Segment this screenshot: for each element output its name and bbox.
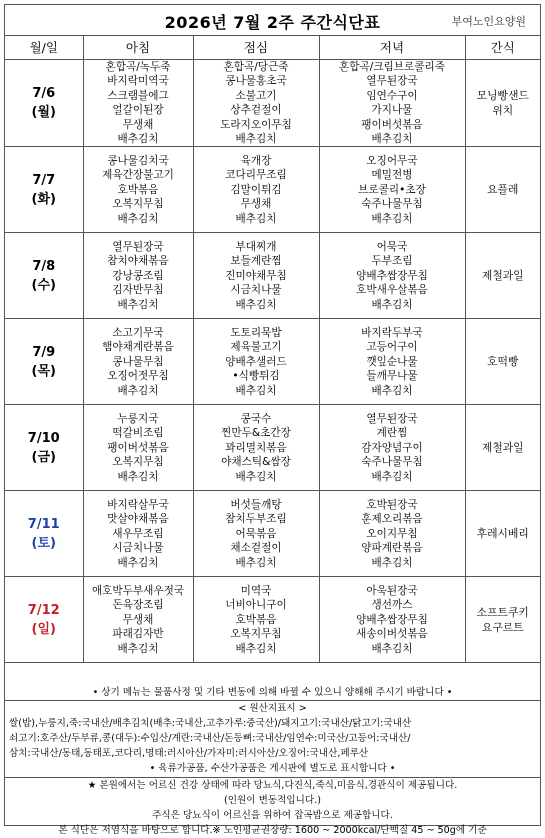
breakfast-cell xyxy=(83,577,193,663)
dish-item: 배추김치 xyxy=(371,556,413,569)
dish-item: 배추김치 xyxy=(117,133,159,146)
snack-cell xyxy=(465,60,540,147)
notes-section xyxy=(5,685,540,836)
day-cell xyxy=(5,60,83,147)
origin-line: 쌀(밥),누룽지,죽:국내산/배추김치(배추:국내산,고추가루:중국산)/돼지고기:국내산/닭고기:국내산 xyxy=(9,718,412,730)
snack-item: 제철과일 xyxy=(481,269,524,283)
dish-item: 오복지무침 xyxy=(112,198,164,211)
dish-item: 김말이튀김 xyxy=(230,183,282,196)
dish-item: 제육간장불고기 xyxy=(102,169,174,182)
dish-item: 배추김치 xyxy=(117,212,159,225)
title-row xyxy=(5,5,540,36)
dish-item: 오복지무침 xyxy=(112,456,164,469)
dish-item: 콩국수 xyxy=(240,412,272,425)
dish-item: 시금치나물 xyxy=(230,284,282,297)
origin-line: 삼치:국내산/동태,동태포,코다리,명태:러시아산/가자미:러시아산/오징어:국내산,페루산 xyxy=(9,748,369,760)
dish-item: 배추김치 xyxy=(235,133,277,146)
diet-line: 본 식단은 저염식을 바탕으로 합니다.※ 노인평균권장량: 1600 ~ 2000kcal/단백질 45 ~ 50g에 기준 xyxy=(58,824,487,836)
dinner-cell xyxy=(319,577,465,663)
day-date: 7/6 xyxy=(32,86,56,102)
column-header-lunch: 점심 xyxy=(193,35,319,60)
dinner-cell xyxy=(319,147,465,233)
lunch-cell xyxy=(193,319,319,405)
day-weekday: (월) xyxy=(31,105,56,121)
menu-page xyxy=(4,4,541,836)
lunch-cell xyxy=(193,491,319,577)
snack-cell xyxy=(465,233,540,319)
dish-item: 들깨무나물 xyxy=(366,370,418,383)
dish-item: 열무된장국 xyxy=(112,240,164,253)
dish-item: 배추김치 xyxy=(235,298,277,311)
dish-item: 배추김치 xyxy=(117,384,159,397)
day-row xyxy=(5,577,540,663)
column-header-breakfast: 아침 xyxy=(83,35,193,60)
dish-item: 콩나물무침 xyxy=(112,355,164,368)
dish-item: 무생채 xyxy=(122,613,154,626)
dish-item: 진미야채무침 xyxy=(225,269,287,282)
dish-item: 콩나물홍초국 xyxy=(225,75,287,88)
dish-item: 오이지무침 xyxy=(366,527,418,540)
column-header-date: 월/일 xyxy=(5,35,83,60)
dish-item: 소불고기 xyxy=(235,89,277,102)
dish-item: 스크램블에그 xyxy=(107,89,169,102)
dish-item: 바지락미역국 xyxy=(107,75,169,88)
dish-item: 배추김치 xyxy=(235,470,277,483)
dish-item: 너비아니구이 xyxy=(225,599,287,612)
dish-item: 배추김치 xyxy=(235,642,277,655)
dish-item: 누룽지국 xyxy=(117,412,159,425)
breakfast-cell xyxy=(83,491,193,577)
dish-item: 배추김치 xyxy=(235,212,277,225)
dish-item: 가지나물 xyxy=(371,104,413,117)
day-row xyxy=(5,319,540,405)
dish-item: 바지락살무국 xyxy=(107,498,169,511)
dish-item: 파래김자반 xyxy=(112,628,164,641)
dinner-cell xyxy=(319,319,465,405)
dish-item: 혼합곡/녹두죽 xyxy=(105,61,171,73)
snack-item: 위치 xyxy=(492,104,514,118)
weekly-menu-table xyxy=(5,35,540,663)
snack-item: 모닝빵샌드 xyxy=(476,89,529,103)
day-date: 7/7 xyxy=(32,172,56,188)
dish-item: 생선까스 xyxy=(371,599,413,612)
dish-item: 애호박두부새우젓국 xyxy=(91,584,185,597)
snack-cell xyxy=(465,577,540,663)
dish-item: 메밀전병 xyxy=(371,169,413,182)
day-weekday: (화) xyxy=(31,191,56,207)
dish-item: 부대찌개 xyxy=(235,240,277,253)
day-date: 7/12 xyxy=(27,602,60,618)
dish-item: 배추김치 xyxy=(371,470,413,483)
menu-body xyxy=(5,60,540,663)
lunch-cell xyxy=(193,233,319,319)
snack-cell xyxy=(465,491,540,577)
dish-item: 양배추쌈장무침 xyxy=(356,269,428,282)
dish-item: 열무된장국 xyxy=(366,75,418,88)
snack-item: 요플레 xyxy=(487,183,519,197)
dish-item: 떡갈비조림 xyxy=(112,427,164,440)
dish-item: 채소겉절이 xyxy=(230,542,282,555)
dish-item: 열무된장국 xyxy=(366,412,418,425)
dish-item: •식빵튀김 xyxy=(232,370,280,383)
day-date: 7/10 xyxy=(27,430,60,446)
dish-item: 시금치나물 xyxy=(112,542,164,555)
dish-item: 두부조림 xyxy=(371,255,413,268)
day-cell xyxy=(5,577,83,663)
dish-item: 콩나물김치국 xyxy=(107,154,169,167)
dish-item: 어묵국 xyxy=(376,240,408,253)
dish-item: 버섯들깨탕 xyxy=(230,498,282,511)
dish-item: 바지락두부국 xyxy=(361,326,423,339)
dish-item: 임연수구이 xyxy=(366,89,418,102)
dish-item: 혼합곡/크림브로콜리죽 xyxy=(339,61,445,73)
dish-item: 숙주나물무침 xyxy=(361,198,423,211)
day-weekday: (목) xyxy=(31,363,56,379)
day-weekday: (수) xyxy=(31,277,56,293)
dish-item: 상추겉절이 xyxy=(230,104,282,117)
breakfast-cell xyxy=(83,233,193,319)
column-header-snack: 간식 xyxy=(465,35,540,60)
column-header-dinner: 저녁 xyxy=(319,35,465,60)
dish-item: 도라지오이무침 xyxy=(220,118,292,131)
snack-item: 후레시베리 xyxy=(476,527,529,541)
diet-line: ★ 본원에서는 어르신 건강 상태에 따라 당뇨식,다진식,죽식,미음식,경관식이 제공됩니다. xyxy=(5,777,540,793)
dish-item: 호박새우살볶음 xyxy=(356,284,428,297)
dinner-cell xyxy=(319,233,465,319)
day-date: 7/9 xyxy=(32,344,56,360)
dish-item: 배추김치 xyxy=(117,642,159,655)
facility-name: 부여노인요양원 xyxy=(451,15,526,28)
diet-line: (인원이 변동적입니다.) xyxy=(224,794,321,806)
dish-item: 아욱된장국 xyxy=(366,584,418,597)
dish-item: 양배추샐러드 xyxy=(225,355,287,368)
dish-item: 배추김치 xyxy=(117,556,159,569)
snack-cell xyxy=(465,147,540,233)
day-row xyxy=(5,60,540,147)
lunch-cell xyxy=(193,405,319,491)
origin-line: 쇠고기:호주산/두부류,콩(대두):수입산/계란:국내산/돈등뼈:국내산/임연수:미국산/고등어:국내산/ xyxy=(9,733,411,745)
dish-item: 소고기무국 xyxy=(112,326,164,339)
dish-item: 도토리묵밥 xyxy=(230,326,282,339)
dish-item: 배추김치 xyxy=(371,212,413,225)
dinner-cell xyxy=(319,491,465,577)
dinner-cell xyxy=(319,405,465,491)
dish-item: 배추김치 xyxy=(371,384,413,397)
dish-item: 육개장 xyxy=(240,154,272,167)
day-date: 7/11 xyxy=(27,516,60,532)
breakfast-cell xyxy=(83,319,193,405)
day-cell xyxy=(5,147,83,233)
dish-item: 맛살야채볶음 xyxy=(107,513,169,526)
dish-item: 무생채 xyxy=(240,198,272,211)
dish-item: 깻잎순나물 xyxy=(366,355,418,368)
dish-item: 미역국 xyxy=(240,584,272,597)
dish-item: 배추김치 xyxy=(117,470,159,483)
page-title: 2026년 7월 2주 주간식단표 xyxy=(164,13,381,32)
dish-item: 새송이버섯볶음 xyxy=(356,628,428,641)
dish-item: 양파계란볶음 xyxy=(361,542,423,555)
dish-item: 호박볶음 xyxy=(117,183,159,196)
breakfast-cell xyxy=(83,405,193,491)
day-cell xyxy=(5,319,83,405)
dish-item: 배추김치 xyxy=(117,298,159,311)
dish-item: 찐만두&초간장 xyxy=(221,427,291,440)
dish-item: 강낭콩조림 xyxy=(112,269,164,282)
dish-item: 팽이버섯볶음 xyxy=(361,118,423,131)
lunch-cell xyxy=(193,60,319,147)
dish-item: 배추김치 xyxy=(235,556,277,569)
snack-item: 소프트쿠키 xyxy=(476,605,529,619)
day-row xyxy=(5,491,540,577)
diet-line: 주식은 당뇨식이 어르신을 위하여 잡곡밥으로 제공합니다. xyxy=(152,809,393,821)
dish-item: 코다리무조림 xyxy=(225,169,287,182)
dish-item: 감자양념구이 xyxy=(361,441,423,454)
snack-item: 요구르트 xyxy=(481,620,524,634)
dish-item: 팽이버섯볶음 xyxy=(107,441,169,454)
day-cell xyxy=(5,405,83,491)
dish-item: 고등어구이 xyxy=(366,341,418,354)
dish-item: 혼합곡/당근죽 xyxy=(223,61,289,73)
dish-item: 참치두부조림 xyxy=(225,513,287,526)
day-weekday: (일) xyxy=(31,621,56,637)
dish-item: 보들계란찜 xyxy=(230,255,282,268)
dish-item: 어묵볶음 xyxy=(235,527,277,540)
snack-cell xyxy=(465,319,540,405)
day-weekday: (토) xyxy=(31,535,56,551)
day-cell xyxy=(5,233,83,319)
dish-item: 배추김치 xyxy=(371,642,413,655)
dish-item: 김자반무침 xyxy=(112,284,164,297)
change-notice: • 상기 메뉴는 물품사정 및 기타 변동에 의해 바뀔 수 있으니 양해해 주시기 바랍니다 • xyxy=(92,687,453,698)
dish-item: 숙주나물무침 xyxy=(361,456,423,469)
dish-item: 양배추쌈장무침 xyxy=(356,613,428,626)
dinner-cell xyxy=(319,60,465,147)
day-row xyxy=(5,405,540,491)
day-row xyxy=(5,233,540,319)
dish-item: 오징어무국 xyxy=(366,154,418,167)
dish-item: 돈육장조림 xyxy=(112,599,164,612)
snack-item: 제철과일 xyxy=(481,441,524,455)
dish-item: 무생채 xyxy=(122,118,154,131)
dish-item: 계란찜 xyxy=(376,427,408,440)
dish-item: 배추김치 xyxy=(371,133,413,146)
dish-item: 새우무조림 xyxy=(112,527,164,540)
dish-item: 배추김치 xyxy=(235,384,277,397)
snack-cell xyxy=(465,405,540,491)
dish-item: 오복지무침 xyxy=(230,628,282,641)
dish-item: 호박볶음 xyxy=(235,613,277,626)
dish-item: 야채스틱&쌈장 xyxy=(221,456,291,469)
dish-item: 브로콜리•초장 xyxy=(358,183,426,196)
dish-item: 햄야채계란볶음 xyxy=(102,341,174,354)
snack-item: 호떡빵 xyxy=(487,355,519,369)
dish-item: 얼갈이된장 xyxy=(112,104,164,117)
day-cell xyxy=(5,491,83,577)
breakfast-cell xyxy=(83,60,193,147)
dish-item: 호박된장국 xyxy=(366,498,418,511)
dish-item: 오징어젓무침 xyxy=(107,370,169,383)
processed-food-note: • 육류가공품, 수산가공품은 게시판에 별도로 표시합니다 • xyxy=(149,763,396,775)
dish-item: 배추김치 xyxy=(371,298,413,311)
day-date: 7/8 xyxy=(32,258,56,274)
lunch-cell xyxy=(193,577,319,663)
dish-item: 제육불고기 xyxy=(230,341,282,354)
lunch-cell xyxy=(193,147,319,233)
day-row xyxy=(5,147,540,233)
dish-item: 훈제오리볶음 xyxy=(361,513,423,526)
origin-title: < 원산지표시 > xyxy=(5,700,540,716)
dish-item: 꽈리멸치볶음 xyxy=(225,441,287,454)
day-weekday: (금) xyxy=(31,449,56,465)
header-row xyxy=(5,35,540,60)
dish-item: 참치야채볶음 xyxy=(107,255,169,268)
breakfast-cell xyxy=(83,147,193,233)
